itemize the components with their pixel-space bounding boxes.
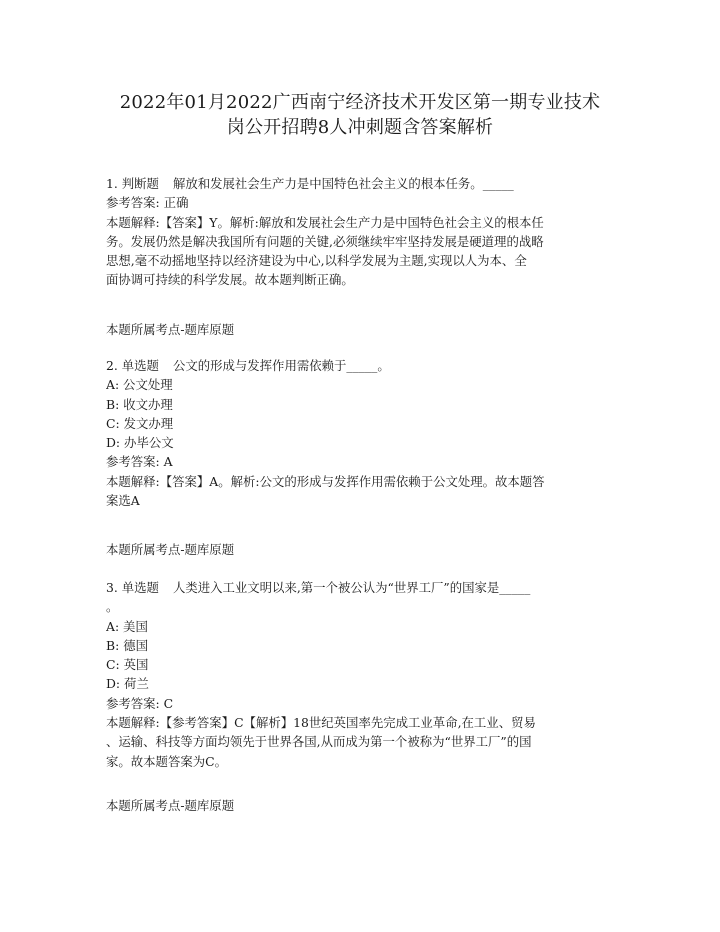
question-stem-continuation: 。 bbox=[106, 599, 119, 615]
title-line-2: 岗公开招聘8人冲刺题含答案解析 bbox=[226, 117, 494, 138]
reference-answer: 参考答案: 正确 bbox=[106, 195, 189, 211]
explanation-line: 面协调可持续的科学发展。故本题判断正确。 bbox=[106, 272, 354, 288]
question-number: 3. 单选题 bbox=[106, 580, 159, 595]
explanation-line: 案选A bbox=[106, 493, 140, 509]
question-2 bbox=[106, 356, 618, 510]
explanation-line: 、运输、科技等方面均领先于世界各国,从而成为第一个被称为“世界工厂”的国 bbox=[106, 734, 532, 750]
reference-answer: 参考答案: A bbox=[106, 454, 173, 470]
question-number: 1. 判断题 bbox=[106, 176, 159, 191]
option-d: D: 荷兰 bbox=[106, 676, 149, 692]
question-3 bbox=[106, 578, 618, 771]
question-1 bbox=[106, 174, 618, 290]
option-d: D: 办毕公文 bbox=[106, 435, 174, 451]
question-text: 人类进入工业文明以来,第一个被公认为“世界工厂”的国家是_____ bbox=[172, 580, 531, 595]
explanation-line: 本题解释:【答案】Y。解析:解放和发展社会生产力是中国特色社会主义的根本任 bbox=[106, 214, 544, 230]
topic-label: 本题所属考点-题库原题 bbox=[106, 542, 235, 557]
topic-label: 本题所属考点-题库原题 bbox=[106, 798, 235, 813]
explanation-line: 务。发展仍然是解决我国所有问题的关键,必须继续牢牢坚持发展是硬道理的战略 bbox=[106, 233, 544, 249]
title-line-1: 2022年01月2022广西南宁经济技术开发区第一期专业技术 bbox=[119, 92, 601, 113]
explanation-line: 本题解释:【答案】A。解析:公文的形成与发挥作用需依赖于公文处理。故本题答 bbox=[106, 473, 545, 489]
option-a: A: 美国 bbox=[106, 618, 148, 634]
question-stem bbox=[106, 578, 618, 597]
document-title bbox=[90, 90, 630, 140]
reference-answer: 参考答案: C bbox=[106, 695, 174, 711]
topic-label: 本题所属考点-题库原题 bbox=[106, 322, 235, 337]
question-text: 公文的形成与发挥作用需依赖于_____。 bbox=[172, 358, 390, 373]
explanation-line: 思想,毫不动摇地坚持以经济建设为中心,以科学发展为主题,实现以人为本、全 bbox=[106, 253, 527, 269]
question-stem bbox=[106, 356, 618, 375]
option-c: C: 发文办理 bbox=[106, 415, 174, 431]
explanation-line: 本题解释:【参考答案】C【解析】18世纪英国率先完成工业革命,在工业、贸易 bbox=[106, 715, 536, 731]
question-stem bbox=[106, 174, 618, 193]
question-text: 解放和发展社会生产力是中国特色社会主义的根本任务。_____ bbox=[172, 176, 514, 191]
question-number: 2. 单选题 bbox=[106, 358, 159, 373]
option-b: B: 德国 bbox=[106, 637, 148, 653]
option-b: B: 收文办理 bbox=[106, 396, 173, 412]
option-c: C: 英国 bbox=[106, 657, 149, 673]
option-a: A: 公文处理 bbox=[106, 377, 173, 393]
explanation-line: 家。故本题答案为C。 bbox=[106, 753, 227, 769]
